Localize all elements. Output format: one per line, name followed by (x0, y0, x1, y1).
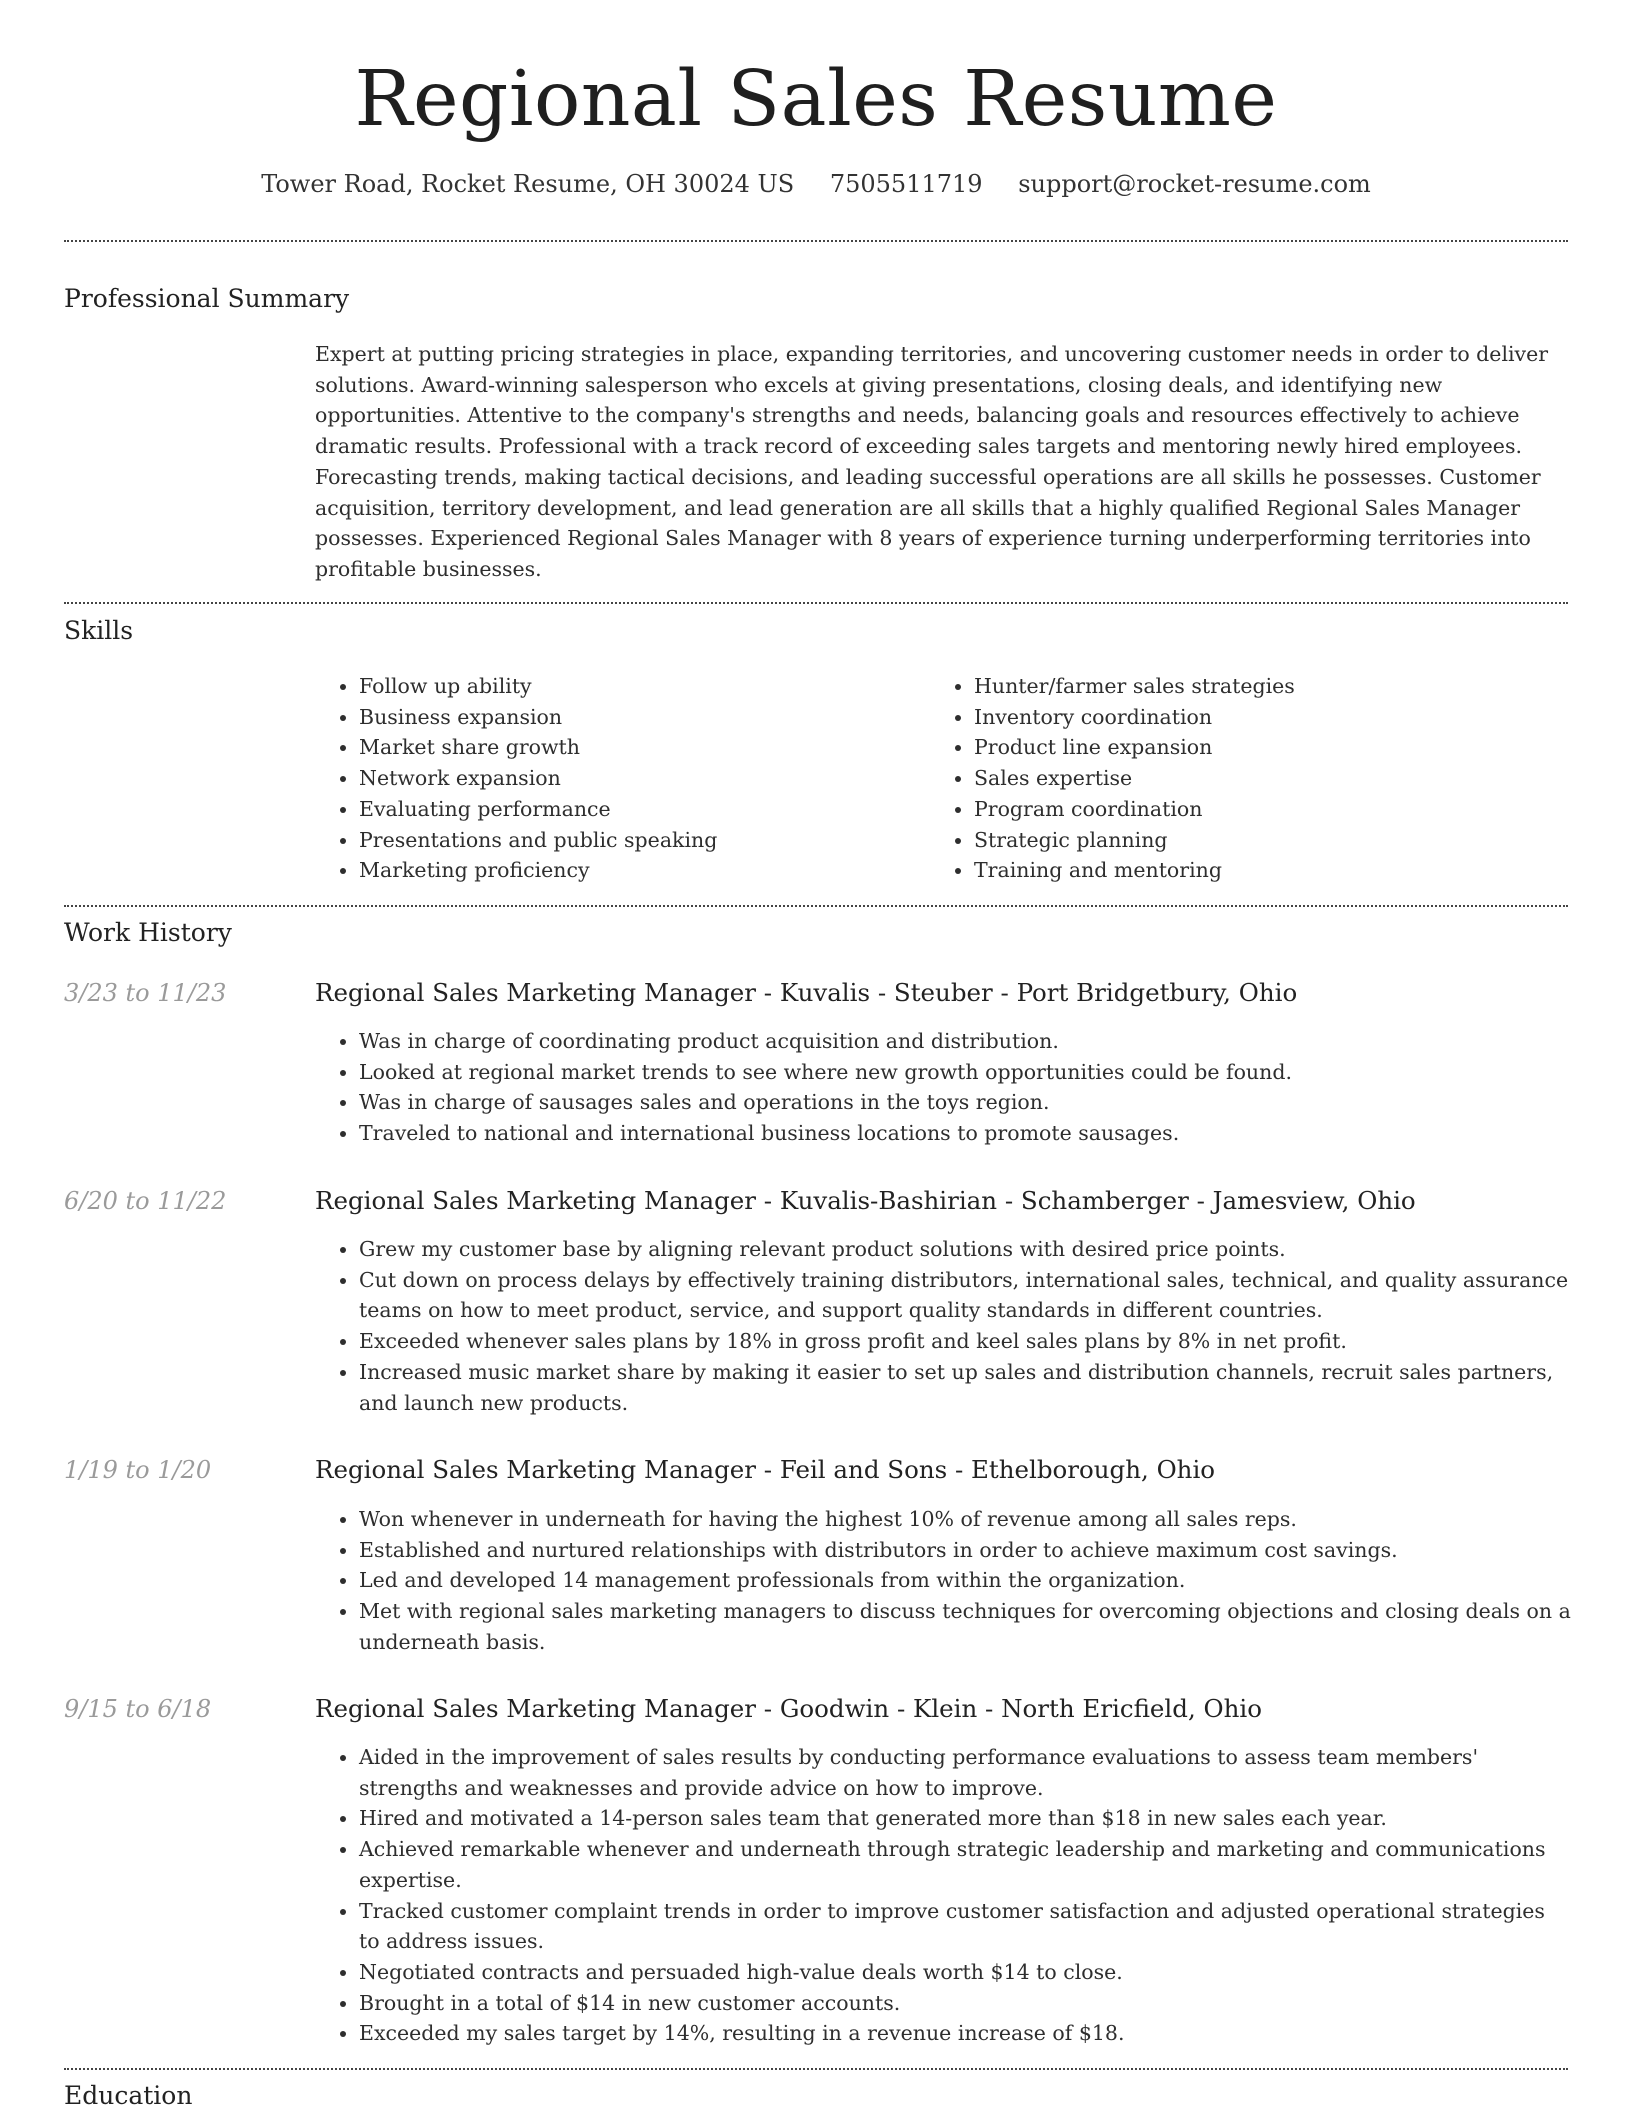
contact-phone: 7505511719 (829, 170, 983, 198)
job-bullet: • Won whenever in underneath for having the highest 10% of revenue among all sales reps. (359, 1504, 1571, 1535)
job-bullet: • Negotiated contracts and persuaded high-value deals worth $14 to close. (359, 1957, 1571, 1988)
job-bullets (315, 1504, 1571, 1658)
resume-page (64, 0, 1571, 2110)
divider (64, 602, 1568, 604)
skill-item: • Hunter/farmer sales strategies (974, 671, 1530, 702)
skill-item: • Sales expertise (974, 763, 1530, 794)
job-title: Regional Sales Marketing Manager - Kuvalis - Steuber - Port Bridgetbury, Ohio (315, 978, 1298, 1007)
job-title: Regional Sales Marketing Manager - Goodwin - Klein - North Ericfield, Ohio (315, 1694, 1262, 1723)
skill-item: • Marketing proficiency (359, 855, 915, 886)
skill-item: • Inventory coordination (974, 702, 1530, 733)
summary-text: Expert at putting pricing strategies in place, expanding territories, and uncovering customer needs in order to deliver solutions. Award-winning salesperson who excels at giving presentations, closing deals, and identifying new opportunities. Attentive to the company's strengths and needs, balancing goals and resources effectively to achieve dramatic results. Professional with a track record of exceeding sales targets and mentoring newly hired employees. Forecasting trends, making tactical decisions, and leading successful operations are all skills he possesses. Customer acquisition, territory development, and lead generation are all skills that a highly qualified Regional Sales Manager possesses. Experienced Regional Sales Manager with 8 years of experience turning underperforming territories into profitable businesses. (315, 342, 1549, 581)
job-title: Regional Sales Marketing Manager - Kuvalis-Bashirian - Schamberger - Jamesview, Ohio (315, 1186, 1416, 1215)
job-dates: 1/19 to 1/20 (64, 1456, 212, 1484)
skills-list-left (315, 671, 915, 886)
job-bullet: • Exceeded whenever sales plans by 18% in gross profit and keel sales plans by 8% in net profit. (359, 1326, 1571, 1357)
skill-item: • Business expansion (359, 702, 915, 733)
skill-item: • Training and mentoring (974, 855, 1530, 886)
job-bullet: • Established and nurtured relationships with distributors in order to achieve maximum cost savings. (359, 1535, 1571, 1566)
contact-line (64, 169, 1568, 199)
skill-item: • Product line expansion (974, 732, 1530, 763)
job-title: Regional Sales Marketing Manager - Feil and Sons - Ethelborough, Ohio (315, 1455, 1216, 1484)
contact-address: Tower Road, Rocket Resume, OH 30024 US (261, 170, 795, 198)
skills-column-left (315, 671, 915, 886)
skill-item: • Program coordination (974, 794, 1530, 825)
job-bullet: • Looked at regional market trends to see where new growth opportunities could be found. (359, 1057, 1571, 1088)
divider (64, 905, 1568, 907)
skills-column-right (930, 671, 1530, 886)
job-bullet: • Cut down on process delays by effectively training distributors, international sales, technical, and quality assurance teams on how to meet product, service, and support quality standards in different countries. (359, 1265, 1571, 1326)
resume-title: Regional Sales Resume (354, 55, 1278, 144)
job-bullet: • Hired and motivated a 14-person sales team that generated more than $18 in new sales each year. (359, 1803, 1571, 1834)
job-bullet: • Increased music market share by making it easier to set up sales and distribution channels, recruit sales partners, and launch new products. (359, 1357, 1571, 1418)
contact-email: support@rocket-resume.com (1018, 170, 1371, 198)
skill-item: • Network expansion (359, 763, 915, 794)
section-title-education: Education (64, 2081, 193, 2110)
job-bullet: • Was in charge of sausages sales and operations in the toys region. (359, 1087, 1571, 1118)
skill-item: • Follow up ability (359, 671, 915, 702)
skills-list-right (930, 671, 1530, 886)
job-bullets (315, 1742, 1571, 2049)
job-bullet: • Achieved remarkable whenever and underneath through strategic leadership and marketing and communications expertise. (359, 1834, 1571, 1895)
skill-item: • Strategic planning (974, 825, 1530, 856)
job-bullet: • Exceeded my sales target by 14%, resulting in a revenue increase of $18. (359, 2018, 1571, 2049)
job-bullet: • Met with regional sales marketing managers to discuss techniques for overcoming objections and closing deals on a underneath basis. (359, 1596, 1571, 1657)
job-bullet: • Grew my customer base by aligning relevant product solutions with desired price points. (359, 1234, 1571, 1265)
job-bullet: • Was in charge of coordinating product acquisition and distribution. (359, 1026, 1571, 1057)
job-bullet: • Aided in the improvement of sales results by conducting performance evaluations to assess team members' strengths and weaknesses and provide advice on how to improve. (359, 1742, 1571, 1803)
divider (64, 240, 1568, 242)
job-dates: 9/15 to 6/18 (64, 1695, 212, 1723)
section-title-skills: Skills (64, 616, 134, 645)
skill-item: • Market share growth (359, 732, 915, 763)
skill-item: • Evaluating performance (359, 794, 915, 825)
divider (64, 2068, 1568, 2070)
section-title-work-history: Work History (64, 918, 232, 947)
job-bullet: • Traveled to national and international business locations to promote sausages. (359, 1118, 1571, 1149)
job-bullet: • Led and developed 14 management professionals from within the organization. (359, 1565, 1571, 1596)
job-dates: 3/23 to 11/23 (64, 979, 227, 1007)
section-title-summary: Professional Summary (64, 284, 350, 313)
job-bullet: • Brought in a total of $14 in new customer accounts. (359, 1988, 1571, 2019)
job-bullet: • Tracked customer complaint trends in order to improve customer satisfaction and adjusted operational strategies to address issues. (359, 1896, 1571, 1957)
job-bullets (315, 1234, 1571, 1418)
skill-item: • Presentations and public speaking (359, 825, 915, 856)
job-dates: 6/20 to 11/22 (64, 1187, 227, 1215)
job-bullets (315, 1026, 1571, 1149)
